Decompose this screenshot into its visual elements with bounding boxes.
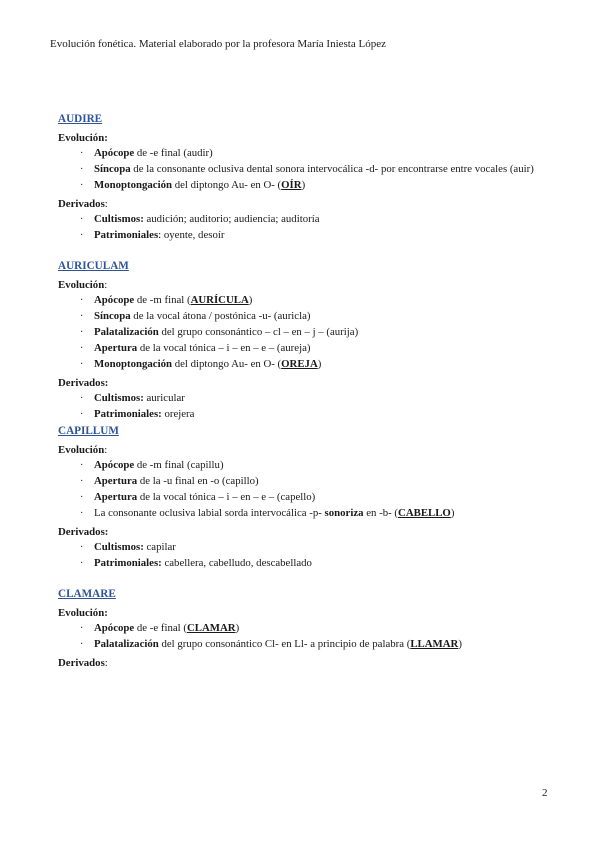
bullet-icon: · (80, 230, 84, 241)
evolution-list (58, 622, 558, 651)
term: Apertura (94, 491, 138, 503)
term: Apócope (94, 459, 135, 471)
evolucion-label-text: Evolución (58, 444, 105, 456)
evolucion-label (58, 607, 558, 619)
list-item (58, 342, 558, 355)
list-item (58, 163, 558, 176)
term: Apócope (94, 294, 135, 306)
closing-paren: ) (450, 507, 455, 519)
bullet-icon: · (80, 393, 84, 404)
bullet-icon: · (80, 409, 84, 420)
term: Patrimoniales (94, 229, 159, 241)
evolution-list (58, 294, 558, 371)
description: de -m final (capillu) (134, 459, 224, 471)
list-item (58, 622, 558, 635)
description: del grupo consonántico Cl- en Ll- a principio de palabra ( (158, 638, 411, 650)
derivados-label (58, 526, 558, 538)
result-word: OÍR (281, 179, 302, 191)
term: Patrimoniales: (94, 408, 162, 420)
evolucion-label-colon: : (104, 279, 108, 291)
evolucion-label-text: Evolución: (58, 607, 108, 619)
evolucion-label (58, 444, 558, 456)
derivados-label (58, 377, 558, 389)
bullet-icon: · (80, 343, 84, 354)
derivados-label-colon: : (104, 657, 108, 669)
list-item (58, 491, 558, 504)
list-item (58, 310, 558, 323)
list-item (58, 179, 558, 192)
description: de la -u final en -o (capillo) (137, 475, 259, 487)
description: del grupo consonántico – cl – en – j – (aurija) (158, 326, 359, 338)
derivados-label (58, 657, 558, 669)
description: : oyente, desoír (158, 229, 225, 241)
page-header: Evolución fonética. Material elaborado por la profesora María Iniesta López (50, 38, 386, 50)
description: de la vocal tónica – i – en – e – (capello) (137, 491, 316, 503)
term: Palatalización (94, 326, 159, 338)
list-item (58, 358, 558, 371)
term: Apertura (94, 342, 138, 354)
closing-paren: ) (317, 358, 322, 370)
term: Cultismos: (94, 541, 144, 553)
document-body (58, 113, 558, 672)
term: Palatalización (94, 638, 159, 650)
derivados-label-text: Derivados (58, 198, 105, 210)
bullet-icon: · (80, 311, 84, 322)
evolution-list (58, 459, 558, 520)
description: orejera (161, 408, 195, 420)
derivatives-list (58, 541, 558, 570)
list-item (58, 213, 558, 226)
result-word: OREJA (281, 358, 318, 370)
bullet-icon: · (80, 214, 84, 225)
lemma-section (58, 588, 558, 669)
term: Apócope (94, 147, 135, 159)
derivados-label (58, 198, 558, 210)
derivatives-list (58, 213, 558, 242)
lemma-heading: AUDIRE (58, 113, 103, 125)
term: Cultismos: (94, 213, 144, 225)
list-item (58, 294, 558, 307)
description: de -e final ( (134, 622, 187, 634)
list-item (58, 507, 558, 520)
description: de -e final (audir) (134, 147, 213, 159)
closing-paren: ) (248, 294, 253, 306)
term: Monoptongación (94, 358, 172, 370)
closing-paren: ) (301, 179, 306, 191)
bullet-icon: · (80, 508, 84, 519)
list-item (58, 541, 558, 554)
lemma-section (58, 113, 558, 242)
description: audición; auditorio; audiencia; auditoría (143, 213, 320, 225)
bullet-icon: · (80, 460, 84, 471)
list-item (58, 392, 558, 405)
list-item (58, 638, 558, 651)
bullet-icon: · (80, 180, 84, 191)
term: sonoriza (324, 507, 364, 519)
term: Patrimoniales: (94, 557, 162, 569)
bullet-icon: · (80, 148, 84, 159)
description: de la vocal átona / postónica -u- (auricla) (130, 310, 311, 322)
list-item (58, 326, 558, 339)
bullet-icon: · (80, 623, 84, 634)
bullet-icon: · (80, 164, 84, 175)
description: capilar (143, 541, 176, 553)
result-word: AURÍCULA (190, 294, 249, 306)
evolution-list (58, 147, 558, 192)
description: La consonante oclusiva labial sorda intervocálica -p- (94, 507, 325, 519)
result-word: LLAMAR (410, 638, 459, 650)
bullet-icon: · (80, 639, 84, 650)
description: en -b- ( (363, 507, 399, 519)
term: Apertura (94, 475, 138, 487)
bullet-icon: · (80, 327, 84, 338)
result-word: CABELLO (398, 507, 451, 519)
list-item (58, 475, 558, 488)
lemma-heading: CLAMARE (58, 588, 116, 600)
closing-paren: ) (458, 638, 462, 650)
evolucion-label-text: Evolución (58, 279, 105, 291)
closing-paren: ) (235, 622, 240, 634)
page-number: 2 (542, 787, 548, 799)
term: Monoptongación (94, 179, 172, 191)
term: Síncopa (94, 163, 131, 175)
list-item (58, 459, 558, 472)
lemma-heading: AURICULAM (58, 260, 129, 272)
list-item (58, 408, 558, 421)
bullet-icon: · (80, 542, 84, 553)
evolucion-label-colon: : (104, 444, 108, 456)
term: Apócope (94, 622, 135, 634)
term: Síncopa (94, 310, 131, 322)
bullet-icon: · (80, 558, 84, 569)
evolucion-label (58, 279, 558, 291)
evolucion-label-text: Evolución: (58, 132, 108, 144)
derivados-label-text: Derivados (58, 657, 105, 669)
bullet-icon: · (80, 359, 84, 370)
lemma-section (58, 425, 558, 570)
list-item (58, 229, 558, 242)
derivados-label-text: Derivados: (58, 377, 109, 389)
description: del diptongo Au- en O- ( (172, 179, 282, 191)
derivados-label-text: Derivados: (58, 526, 109, 538)
derivados-label-colon: : (104, 198, 108, 210)
bullet-icon: · (80, 476, 84, 487)
description: del diptongo Au- en O- ( (172, 358, 282, 370)
description: auricular (143, 392, 185, 404)
list-item (58, 147, 558, 160)
lemma-heading: CAPILLUM (58, 425, 119, 437)
derivatives-list (58, 392, 558, 421)
evolucion-label (58, 132, 558, 144)
bullet-icon: · (80, 295, 84, 306)
description: de -m final ( (134, 294, 191, 306)
description: de la consonante oclusiva dental sonora intervocálica -d- por encontrarse entre vocales (auir) (130, 163, 534, 175)
list-item (58, 557, 558, 570)
result-word: CLAMAR (186, 622, 236, 634)
description: cabellera, cabelludo, descabellado (161, 557, 312, 569)
description: de la vocal tónica – i – en – e – (aureja) (137, 342, 311, 354)
term: Cultismos: (94, 392, 144, 404)
lemma-section (58, 260, 558, 421)
bullet-icon: · (80, 492, 84, 503)
